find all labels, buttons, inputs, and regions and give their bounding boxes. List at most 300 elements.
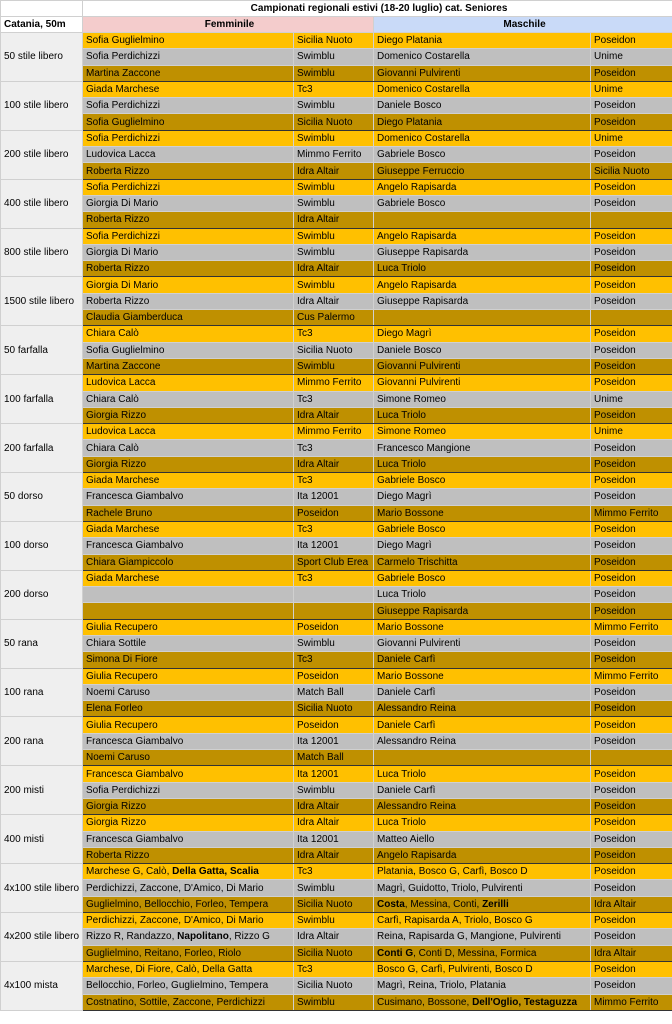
male-athlete-cell: Matteo Aiello bbox=[374, 831, 591, 847]
table-row bbox=[1, 994, 672, 1010]
male-team-cell: Poseidon bbox=[591, 570, 672, 586]
venue-header: Catania, 50m bbox=[1, 17, 83, 33]
table-row bbox=[1, 831, 672, 847]
male-athlete-cell: Giovanni Pulvirenti bbox=[374, 358, 591, 374]
male-athlete-cell: Gabriele Bosco bbox=[374, 473, 591, 489]
male-team-cell: Poseidon bbox=[591, 717, 672, 733]
female-team-cell: Tc3 bbox=[294, 81, 374, 97]
male-team-cell: Poseidon bbox=[591, 766, 672, 782]
female-team-cell: Idra Altair bbox=[294, 456, 374, 472]
male-athlete-cell: Diego Platania bbox=[374, 33, 591, 49]
male-athlete-cell: Conti G, Conti D, Messina, Formica bbox=[374, 945, 591, 961]
female-athlete-cell: Ludovica Lacca bbox=[83, 147, 294, 163]
event-name-cell: 50 stile libero bbox=[1, 33, 83, 82]
female-team-cell: Tc3 bbox=[294, 326, 374, 342]
female-athlete-cell: Francesca Giambalvo bbox=[83, 831, 294, 847]
female-athlete-cell: Martina Zaccone bbox=[83, 358, 294, 374]
male-team-cell: Poseidon bbox=[591, 701, 672, 717]
male-athlete-cell: Luca Triolo bbox=[374, 587, 591, 603]
female-athlete-cell: Sofia Perdichizzi bbox=[83, 98, 294, 114]
female-athlete-cell: Roberta Rizzo bbox=[83, 261, 294, 277]
table-row bbox=[1, 130, 672, 146]
male-athlete-cell: Mario Bossone bbox=[374, 668, 591, 684]
event-name-cell: 4x100 mista bbox=[1, 961, 83, 1010]
female-athlete-cell: Sofia Guglielmino bbox=[83, 342, 294, 358]
male-athlete-cell bbox=[374, 310, 591, 326]
male-team-cell: Poseidon bbox=[591, 375, 672, 391]
male-team-cell: Unime bbox=[591, 81, 672, 97]
male-athlete-cell: Angelo Rapisarda bbox=[374, 277, 591, 293]
female-athlete-cell: Elena Forleo bbox=[83, 701, 294, 717]
female-team-cell: Swimblu bbox=[294, 228, 374, 244]
table-row bbox=[1, 798, 672, 814]
event-name-cell: 100 farfalla bbox=[1, 375, 83, 424]
male-athlete-cell: Angelo Rapisarda bbox=[374, 228, 591, 244]
male-team-cell: Poseidon bbox=[591, 554, 672, 570]
female-athlete-cell: Chiara Calò bbox=[83, 391, 294, 407]
female-team-cell bbox=[294, 587, 374, 603]
male-athlete-cell: Giuseppe Rapisarda bbox=[374, 293, 591, 309]
table-row bbox=[1, 766, 672, 782]
female-athlete-cell: Chiara Sottile bbox=[83, 635, 294, 651]
male-team-cell: Mimmo Ferrito bbox=[591, 994, 672, 1010]
male-team-cell: Poseidon bbox=[591, 961, 672, 977]
table-row bbox=[1, 880, 672, 896]
female-athlete-cell: Sofia Perdichizzi bbox=[83, 179, 294, 195]
female-team-cell: Idra Altair bbox=[294, 212, 374, 228]
female-team-cell: Idra Altair bbox=[294, 407, 374, 423]
male-athlete-cell: Gabriele Bosco bbox=[374, 521, 591, 537]
table-row bbox=[1, 652, 672, 668]
female-athlete-cell: Giorgia Di Mario bbox=[83, 277, 294, 293]
female-team-cell: Ita 12001 bbox=[294, 733, 374, 749]
female-team-cell: Sicilia Nuoto bbox=[294, 114, 374, 130]
male-athlete-cell: Giovanni Pulvirenti bbox=[374, 635, 591, 651]
male-athlete-cell: Giovanni Pulvirenti bbox=[374, 65, 591, 81]
male-team-cell: Poseidon bbox=[591, 326, 672, 342]
event-name-cell: 200 stile libero bbox=[1, 130, 83, 179]
female-athlete-cell: Costnatino, Sottile, Zaccone, Perdichizzi bbox=[83, 994, 294, 1010]
table-row bbox=[1, 244, 672, 260]
female-athlete-cell: Giorgia Rizzo bbox=[83, 456, 294, 472]
table-row bbox=[1, 147, 672, 163]
table-row bbox=[1, 489, 672, 505]
male-athlete-cell: Costa, Messina, Conti, Zerilli bbox=[374, 896, 591, 912]
female-team-cell bbox=[294, 603, 374, 619]
male-team-cell: Poseidon bbox=[591, 652, 672, 668]
female-athlete-cell: Giorgia Rizzo bbox=[83, 815, 294, 831]
male-athlete-cell: Gabriele Bosco bbox=[374, 195, 591, 211]
female-team-cell: Swimblu bbox=[294, 913, 374, 929]
female-team-cell: Sicilia Nuoto bbox=[294, 342, 374, 358]
male-team-cell: Poseidon bbox=[591, 195, 672, 211]
female-team-cell: Tc3 bbox=[294, 570, 374, 586]
event-name-cell: 50 farfalla bbox=[1, 326, 83, 375]
female-team-cell: Swimblu bbox=[294, 994, 374, 1010]
male-team-cell: Poseidon bbox=[591, 473, 672, 489]
male-team-cell: Poseidon bbox=[591, 880, 672, 896]
male-athlete-cell: Francesco Mangione bbox=[374, 440, 591, 456]
table-row bbox=[1, 538, 672, 554]
male-team-cell: Poseidon bbox=[591, 114, 672, 130]
female-athlete-cell: Perdichizzi, Zaccone, D'Amico, Di Mario bbox=[83, 913, 294, 929]
male-athlete-cell: Daniele Carfì bbox=[374, 684, 591, 700]
male-athlete-cell: Simone Romeo bbox=[374, 424, 591, 440]
table-row bbox=[1, 261, 672, 277]
female-team-cell: Swimblu bbox=[294, 244, 374, 260]
event-name-cell: 4x100 stile libero bbox=[1, 864, 83, 913]
male-athlete-cell: Diego Platania bbox=[374, 114, 591, 130]
male-team-cell: Poseidon bbox=[591, 978, 672, 994]
female-team-cell: Mimmo Ferrito bbox=[294, 375, 374, 391]
male-team-cell: Unime bbox=[591, 391, 672, 407]
male-athlete-cell: Luca Triolo bbox=[374, 766, 591, 782]
male-team-cell: Poseidon bbox=[591, 244, 672, 260]
male-athlete-cell: Alessandro Reina bbox=[374, 701, 591, 717]
table-row bbox=[1, 929, 672, 945]
female-team-cell: Ita 12001 bbox=[294, 538, 374, 554]
male-team-cell: Mimmo Ferrito bbox=[591, 668, 672, 684]
male-athlete-cell: Cusimano, Bossone, Dell'Oglio, Testaguzza bbox=[374, 994, 591, 1010]
male-athlete-cell: Luca Triolo bbox=[374, 456, 591, 472]
female-team-cell: Match Ball bbox=[294, 750, 374, 766]
page-title: Campionati regionali estivi (18-20 luglio) cat. Seniores bbox=[83, 1, 672, 17]
female-team-cell: Swimblu bbox=[294, 880, 374, 896]
male-team-cell: Poseidon bbox=[591, 782, 672, 798]
male-athlete-cell: Gabriele Bosco bbox=[374, 147, 591, 163]
table-row bbox=[1, 375, 672, 391]
table-row bbox=[1, 570, 672, 586]
female-athlete-cell: Francesca Giambalvo bbox=[83, 489, 294, 505]
female-athlete-cell: Guglielmino, Bellocchio, Forleo, Tempera bbox=[83, 896, 294, 912]
female-athlete-cell: Sofia Perdichizzi bbox=[83, 49, 294, 65]
male-team-cell: Poseidon bbox=[591, 98, 672, 114]
table-row bbox=[1, 619, 672, 635]
table-row bbox=[1, 293, 672, 309]
male-athlete-cell: Giuseppe Ferruccio bbox=[374, 163, 591, 179]
male-team-cell: Poseidon bbox=[591, 179, 672, 195]
female-athlete-cell: Giulia Recupero bbox=[83, 619, 294, 635]
female-team-cell: Swimblu bbox=[294, 277, 374, 293]
female-athlete-cell: Giada Marchese bbox=[83, 473, 294, 489]
female-team-cell: Tc3 bbox=[294, 652, 374, 668]
female-athlete-cell: Ludovica Lacca bbox=[83, 424, 294, 440]
female-athlete-cell: Noemi Caruso bbox=[83, 750, 294, 766]
table-row bbox=[1, 945, 672, 961]
female-athlete-cell: Sofia Perdichizzi bbox=[83, 130, 294, 146]
female-team-cell: Idra Altair bbox=[294, 847, 374, 863]
male-team-cell: Mimmo Ferrito bbox=[591, 505, 672, 521]
female-team-cell: Poseidon bbox=[294, 619, 374, 635]
male-athlete-cell: Alessandro Reina bbox=[374, 733, 591, 749]
male-team-cell: Sicilia Nuoto bbox=[591, 163, 672, 179]
male-team-cell: Poseidon bbox=[591, 407, 672, 423]
female-team-cell: Swimblu bbox=[294, 130, 374, 146]
table-row bbox=[1, 33, 672, 49]
male-athlete-cell: Luca Triolo bbox=[374, 407, 591, 423]
male-team-cell: Poseidon bbox=[591, 261, 672, 277]
event-name-cell: 50 dorso bbox=[1, 473, 83, 522]
male-athlete-cell: Reina, Rapisarda G, Mangione, Pulvirenti bbox=[374, 929, 591, 945]
table-row bbox=[1, 896, 672, 912]
female-team-cell: Match Ball bbox=[294, 684, 374, 700]
table-row bbox=[1, 163, 672, 179]
table-row bbox=[1, 717, 672, 733]
male-team-cell: Poseidon bbox=[591, 864, 672, 880]
male-team-cell: Poseidon bbox=[591, 815, 672, 831]
male-team-cell: Poseidon bbox=[591, 489, 672, 505]
female-team-cell: Idra Altair bbox=[294, 163, 374, 179]
male-team-cell: Poseidon bbox=[591, 929, 672, 945]
table-row bbox=[1, 179, 672, 195]
female-team-cell: Idra Altair bbox=[294, 815, 374, 831]
female-team-cell: Tc3 bbox=[294, 521, 374, 537]
male-header: Maschile bbox=[374, 17, 672, 33]
female-team-cell: Sicilia Nuoto bbox=[294, 896, 374, 912]
female-athlete-cell: Sofia Guglielmino bbox=[83, 33, 294, 49]
female-team-cell: Swimblu bbox=[294, 782, 374, 798]
female-athlete-cell: Giorgia Rizzo bbox=[83, 407, 294, 423]
event-name-cell: 200 dorso bbox=[1, 570, 83, 619]
male-athlete-cell: Domenico Costarella bbox=[374, 130, 591, 146]
female-athlete-cell: Giada Marchese bbox=[83, 81, 294, 97]
female-athlete-cell: Sofia Perdichizzi bbox=[83, 782, 294, 798]
male-athlete-cell: Luca Triolo bbox=[374, 261, 591, 277]
event-name-cell: 100 dorso bbox=[1, 521, 83, 570]
female-team-cell: Sicilia Nuoto bbox=[294, 945, 374, 961]
male-team-cell: Poseidon bbox=[591, 65, 672, 81]
table-row bbox=[1, 635, 672, 651]
female-athlete-cell: Martina Zaccone bbox=[83, 65, 294, 81]
male-team-cell: Poseidon bbox=[591, 603, 672, 619]
male-athlete-cell: Gabriele Bosco bbox=[374, 570, 591, 586]
female-team-cell: Swimblu bbox=[294, 635, 374, 651]
female-team-cell: Ita 12001 bbox=[294, 831, 374, 847]
event-name-cell: 4x200 stile libero bbox=[1, 913, 83, 962]
table-row bbox=[1, 212, 672, 228]
female-athlete-cell: Marchese G, Calò, Della Gatta, Scalia bbox=[83, 864, 294, 880]
event-name-cell: 400 stile libero bbox=[1, 179, 83, 228]
male-athlete-cell: Platania, Bosco G, Carfì, Bosco D bbox=[374, 864, 591, 880]
table-row bbox=[1, 65, 672, 81]
male-athlete-cell: Simone Romeo bbox=[374, 391, 591, 407]
female-athlete-cell: Ludovica Lacca bbox=[83, 375, 294, 391]
female-athlete-cell: Giada Marchese bbox=[83, 521, 294, 537]
male-team-cell: Unime bbox=[591, 424, 672, 440]
male-athlete-cell: Bosco G, Carfì, Pulvirenti, Bosco D bbox=[374, 961, 591, 977]
female-athlete-cell: Rachele Bruno bbox=[83, 505, 294, 521]
female-team-cell: Swimblu bbox=[294, 98, 374, 114]
table-row bbox=[1, 684, 672, 700]
female-athlete-cell: Roberta Rizzo bbox=[83, 163, 294, 179]
table-row bbox=[1, 978, 672, 994]
female-team-cell: Poseidon bbox=[294, 717, 374, 733]
female-team-cell: Idra Altair bbox=[294, 798, 374, 814]
male-team-cell bbox=[591, 212, 672, 228]
female-team-cell: Swimblu bbox=[294, 65, 374, 81]
female-team-cell: Poseidon bbox=[294, 505, 374, 521]
male-athlete-cell: Alessandro Reina bbox=[374, 798, 591, 814]
male-athlete-cell: Mario Bossone bbox=[374, 505, 591, 521]
table-row bbox=[1, 961, 672, 977]
female-team-cell: Tc3 bbox=[294, 440, 374, 456]
female-team-cell: Poseidon bbox=[294, 668, 374, 684]
female-athlete-cell bbox=[83, 587, 294, 603]
male-team-cell: Poseidon bbox=[591, 33, 672, 49]
male-athlete-cell: Giuseppe Rapisarda bbox=[374, 244, 591, 260]
male-team-cell: Poseidon bbox=[591, 521, 672, 537]
female-athlete-cell: Francesca Giambalvo bbox=[83, 733, 294, 749]
event-name-cell: 100 rana bbox=[1, 668, 83, 717]
female-team-cell: Tc3 bbox=[294, 864, 374, 880]
male-team-cell: Poseidon bbox=[591, 684, 672, 700]
female-athlete-cell: Rizzo R, Randazzo, Napolitano, Rizzo G bbox=[83, 929, 294, 945]
male-team-cell: Poseidon bbox=[591, 733, 672, 749]
male-team-cell: Poseidon bbox=[591, 538, 672, 554]
female-athlete-cell: Giulia Recupero bbox=[83, 668, 294, 684]
male-athlete-cell: Giovanni Pulvirenti bbox=[374, 375, 591, 391]
female-team-cell: Swimblu bbox=[294, 358, 374, 374]
table-row bbox=[1, 668, 672, 684]
male-athlete-cell: Daniele Bosco bbox=[374, 342, 591, 358]
male-athlete-cell bbox=[374, 750, 591, 766]
female-athlete-cell: Noemi Caruso bbox=[83, 684, 294, 700]
female-team-cell: Tc3 bbox=[294, 473, 374, 489]
male-athlete-cell: Carfì, Rapisarda A, Triolo, Bosco G bbox=[374, 913, 591, 929]
male-team-cell: Poseidon bbox=[591, 831, 672, 847]
female-team-cell: Swimblu bbox=[294, 195, 374, 211]
male-team-cell: Poseidon bbox=[591, 913, 672, 929]
table-row bbox=[1, 473, 672, 489]
female-athlete-cell: Giorgia Di Mario bbox=[83, 244, 294, 260]
male-team-cell bbox=[591, 750, 672, 766]
table-row bbox=[1, 913, 672, 929]
table-row bbox=[1, 440, 672, 456]
table-row bbox=[1, 277, 672, 293]
female-athlete-cell: Giada Marchese bbox=[83, 570, 294, 586]
female-athlete-cell: Chiara Calò bbox=[83, 326, 294, 342]
male-team-cell: Poseidon bbox=[591, 228, 672, 244]
female-team-cell: Sicilia Nuoto bbox=[294, 33, 374, 49]
results-body bbox=[1, 33, 672, 1011]
female-athlete-cell: Chiara Calò bbox=[83, 440, 294, 456]
male-athlete-cell: Domenico Costarella bbox=[374, 81, 591, 97]
event-name-cell: 1500 stile libero bbox=[1, 277, 83, 326]
female-team-cell: Sicilia Nuoto bbox=[294, 701, 374, 717]
male-team-cell: Poseidon bbox=[591, 342, 672, 358]
male-team-cell: Poseidon bbox=[591, 847, 672, 863]
male-team-cell: Poseidon bbox=[591, 293, 672, 309]
event-name-cell: 100 stile libero bbox=[1, 81, 83, 130]
female-athlete-cell: Francesca Giambalvo bbox=[83, 766, 294, 782]
female-team-cell: Sport Club Erea bbox=[294, 554, 374, 570]
table-row bbox=[1, 847, 672, 863]
female-team-cell: Ita 12001 bbox=[294, 489, 374, 505]
table-row bbox=[1, 603, 672, 619]
table-row bbox=[1, 310, 672, 326]
female-athlete-cell: Claudia Giamberduca bbox=[83, 310, 294, 326]
female-athlete-cell: Sofia Guglielmino bbox=[83, 114, 294, 130]
event-name-cell: 400 misti bbox=[1, 815, 83, 864]
male-team-cell: Poseidon bbox=[591, 798, 672, 814]
table-row bbox=[1, 424, 672, 440]
female-athlete-cell: Simona Di Fiore bbox=[83, 652, 294, 668]
male-athlete-cell: Angelo Rapisarda bbox=[374, 847, 591, 863]
table-row bbox=[1, 195, 672, 211]
table-row bbox=[1, 733, 672, 749]
table-row bbox=[1, 98, 672, 114]
event-name-cell: 50 rana bbox=[1, 619, 83, 668]
male-team-cell bbox=[591, 310, 672, 326]
male-athlete-cell: Daniele Carfì bbox=[374, 717, 591, 733]
table-row bbox=[1, 782, 672, 798]
female-team-cell: Ita 12001 bbox=[294, 766, 374, 782]
table-row bbox=[1, 342, 672, 358]
female-athlete-cell bbox=[83, 603, 294, 619]
male-athlete-cell: Daniele Bosco bbox=[374, 98, 591, 114]
female-header: Femminile bbox=[83, 17, 374, 33]
male-team-cell: Poseidon bbox=[591, 147, 672, 163]
male-athlete-cell: Diego Magrì bbox=[374, 326, 591, 342]
event-name-cell: 200 misti bbox=[1, 766, 83, 815]
female-athlete-cell: Guglielmino, Reitano, Forleo, Riolo bbox=[83, 945, 294, 961]
male-team-cell: Poseidon bbox=[591, 456, 672, 472]
female-team-cell: Swimblu bbox=[294, 49, 374, 65]
male-athlete-cell: Diego Magrì bbox=[374, 489, 591, 505]
table-row bbox=[1, 407, 672, 423]
female-athlete-cell: Bellocchio, Forleo, Guglielmino, Tempera bbox=[83, 978, 294, 994]
male-athlete-cell: Daniele Carfì bbox=[374, 652, 591, 668]
female-athlete-cell: Perdichizzi, Zaccone, D'Amico, Di Mario bbox=[83, 880, 294, 896]
table-row bbox=[1, 81, 672, 97]
female-team-cell: Mimmo Ferrito bbox=[294, 424, 374, 440]
female-athlete-cell: Roberta Rizzo bbox=[83, 847, 294, 863]
male-team-cell: Idra Altair bbox=[591, 896, 672, 912]
male-team-cell: Poseidon bbox=[591, 635, 672, 651]
table-row bbox=[1, 326, 672, 342]
table-row bbox=[1, 587, 672, 603]
male-athlete-cell: Magrì, Guidotto, Triolo, Pulvirenti bbox=[374, 880, 591, 896]
female-team-cell: Mimmo Ferrito bbox=[294, 147, 374, 163]
female-athlete-cell: Marchese, Di Fiore, Calò, Della Gatta bbox=[83, 961, 294, 977]
table-row bbox=[1, 864, 672, 880]
female-athlete-cell: Chiara Giampiccolo bbox=[83, 554, 294, 570]
male-team-cell: Poseidon bbox=[591, 277, 672, 293]
table-row bbox=[1, 114, 672, 130]
male-athlete-cell: Angelo Rapisarda bbox=[374, 179, 591, 195]
female-team-cell: Swimblu bbox=[294, 179, 374, 195]
female-team-cell: Idra Altair bbox=[294, 261, 374, 277]
table-row bbox=[1, 456, 672, 472]
female-team-cell: Idra Altair bbox=[294, 929, 374, 945]
male-team-cell: Unime bbox=[591, 130, 672, 146]
female-team-cell: Tc3 bbox=[294, 391, 374, 407]
female-athlete-cell: Giorgia Di Mario bbox=[83, 195, 294, 211]
table-row bbox=[1, 228, 672, 244]
male-athlete-cell: Diego Magrì bbox=[374, 538, 591, 554]
event-name-cell: 200 rana bbox=[1, 717, 83, 766]
female-athlete-cell: Francesca Giambalvo bbox=[83, 538, 294, 554]
female-athlete-cell: Roberta Rizzo bbox=[83, 293, 294, 309]
male-team-cell: Poseidon bbox=[591, 587, 672, 603]
table-row bbox=[1, 750, 672, 766]
male-team-cell: Poseidon bbox=[591, 440, 672, 456]
male-team-cell: Idra Altair bbox=[591, 945, 672, 961]
male-athlete-cell: Domenico Costarella bbox=[374, 49, 591, 65]
male-athlete-cell: Carmelo Trischitta bbox=[374, 554, 591, 570]
table-row bbox=[1, 49, 672, 65]
female-athlete-cell: Sofia Perdichizzi bbox=[83, 228, 294, 244]
